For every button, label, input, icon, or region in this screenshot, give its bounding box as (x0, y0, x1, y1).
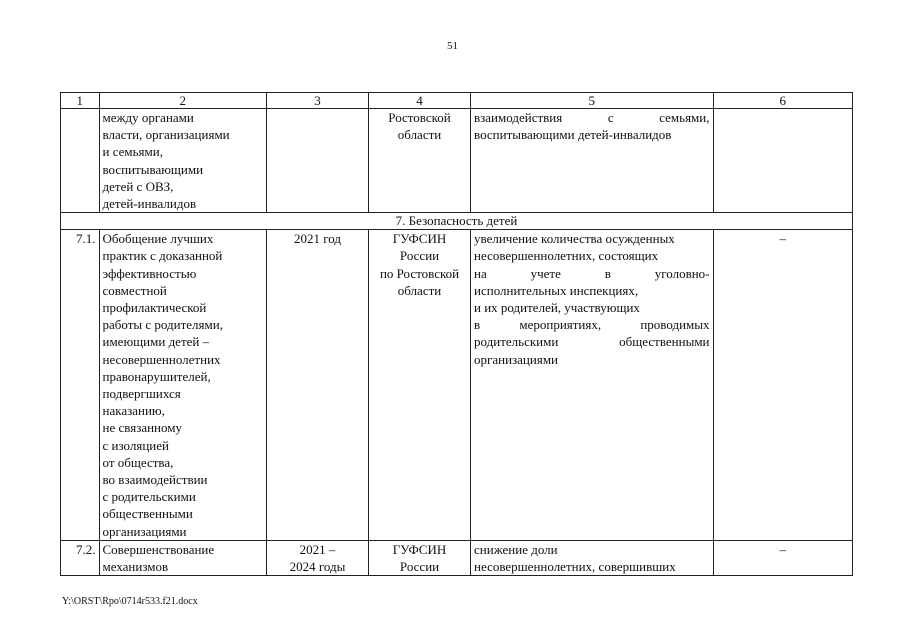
text-line: снижение доли (474, 541, 558, 557)
table-header-row (61, 93, 853, 109)
text-line: организациями (102, 523, 187, 539)
text-line: несовершеннолетних, совершивших (474, 559, 676, 575)
header-cell-2: 2 (99, 93, 267, 109)
cell-executor (369, 540, 471, 575)
text-line: практик с доказанной (102, 248, 223, 264)
cell-deadline (267, 540, 369, 575)
text-line: детей-инвалидов (102, 196, 197, 212)
cell-measure-text (99, 230, 267, 541)
text-line: воспитывающими детей-инвалидов (474, 127, 672, 143)
text-line: ГУФСИН (392, 541, 447, 557)
footer-file-path: Y:\ORST\Rpo\0714r533.f21.docx (62, 596, 198, 607)
header-cell-5: 5 (471, 93, 713, 109)
cell-note (713, 109, 853, 213)
section-title: 7. Безопасность детей (61, 213, 853, 230)
cell-num: 7.2. (61, 540, 100, 575)
table-row-7-1 (61, 230, 853, 541)
table-row-continued (61, 109, 853, 213)
text-line: организациями (474, 351, 559, 367)
cell-note: – (713, 230, 853, 541)
text-line: России (399, 248, 440, 264)
text-line: 2024 годы (289, 559, 346, 575)
text-line: между органами (102, 110, 194, 125)
cell-measure-text (99, 540, 267, 575)
cell-executor (369, 109, 471, 213)
text-line: во взаимодействии (102, 472, 208, 488)
text-line: механизмов (102, 559, 169, 575)
text-line: увеличение количества осужденных (474, 231, 675, 247)
text-line: по Ростовской (379, 265, 460, 281)
cell-num: 7.1. (61, 230, 100, 541)
cell-measure-text (99, 109, 267, 213)
measures-table (60, 92, 853, 576)
cell-result (471, 230, 713, 541)
text-line: области (397, 127, 442, 143)
text-line: области (397, 282, 442, 298)
cell-result (471, 109, 713, 213)
table-row-7-2 (61, 540, 853, 575)
cell-deadline: 2021 год (267, 230, 369, 541)
text-line: работы с родителями, (102, 317, 223, 333)
text-line: Совершенствование (102, 541, 215, 557)
cell-num (61, 109, 100, 213)
text-line: власти, организациями (102, 127, 230, 143)
text-line: не связанному (102, 420, 182, 436)
text-line: исполнительных инспекциях, (474, 282, 639, 298)
text-line: несовершеннолетних, состоящих (474, 248, 659, 264)
header-cell-4: 4 (369, 93, 471, 109)
header-cell-3: 3 (267, 93, 369, 109)
text-line: эффективностью (102, 265, 197, 281)
text-line: с изоляцией (102, 437, 169, 453)
text-line: и их родителей, участвующих (474, 300, 640, 316)
text-line: родительскими общественными (474, 334, 710, 350)
text-line: наказанию, (102, 403, 165, 419)
text-line: Ростовской (388, 110, 451, 125)
text-line: детей с ОВЗ, (102, 178, 174, 194)
text-line: ГУФСИН (392, 231, 447, 247)
text-line: подвергшихся (102, 386, 181, 402)
text-line: имеющими детей – (102, 334, 210, 350)
text-line: взаимодействия с семьями, (474, 110, 710, 125)
cell-deadline (267, 109, 369, 213)
text-line: России (399, 559, 440, 575)
text-line: на учете в уголовно- (474, 265, 710, 281)
text-line: и семьями, (102, 144, 163, 160)
text-line: профилактической (102, 300, 207, 316)
text-line: общественными (102, 506, 193, 522)
text-line: в мероприятиях, проводимых (474, 317, 710, 333)
text-line: правонарушителей, (102, 368, 211, 384)
page-number: 51 (447, 40, 458, 52)
text-line: воспитывающими (102, 161, 204, 177)
header-cell-1: 1 (61, 93, 100, 109)
section-row (61, 213, 853, 230)
text-line: совместной (102, 282, 167, 298)
text-line: с родительскими (102, 489, 196, 505)
cell-executor (369, 230, 471, 541)
cell-note: – (713, 540, 853, 575)
text-line: 2021 – (299, 541, 336, 557)
text-line: от общества, (102, 454, 174, 470)
text-line: Обобщение лучших (102, 231, 214, 247)
header-cell-6: 6 (713, 93, 853, 109)
cell-result (471, 540, 713, 575)
text-line: несовершеннолетних (102, 351, 221, 367)
